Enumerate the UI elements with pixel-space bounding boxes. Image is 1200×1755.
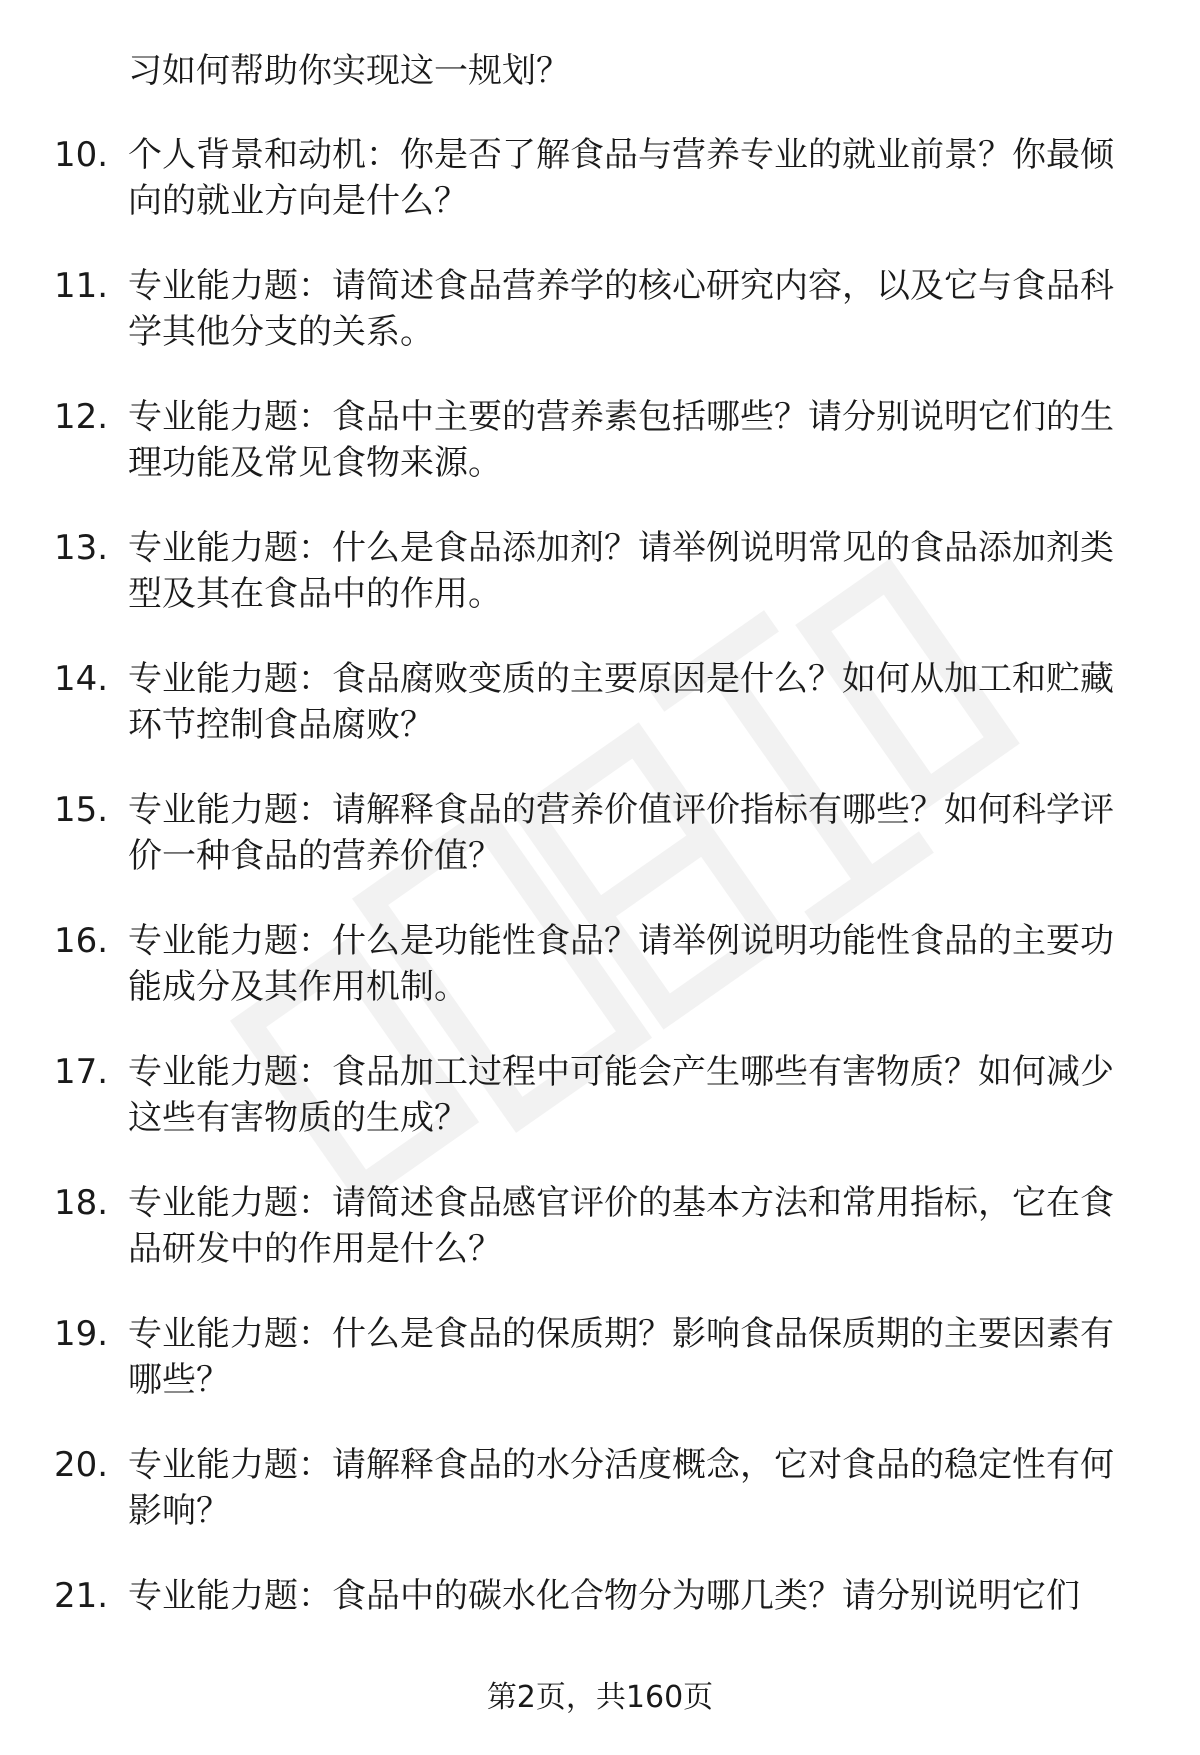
question-number: 20. xyxy=(54,1445,109,1485)
question-text: 专业能力题：请简述食品感官评价的基本方法和常用指标，它在食品研发中的作用是什么？ xyxy=(128,1183,1114,1269)
question-text: 专业能力题：什么是食品的保质期？影响食品保质期的主要因素有哪些？ xyxy=(128,1314,1114,1400)
question-number: 15. xyxy=(54,790,109,830)
question-text: 专业能力题：食品中主要的营养素包括哪些？请分别说明它们的生理功能及常见食物来源。 xyxy=(128,397,1114,483)
question-text: 专业能力题：请解释食品的营养价值评价指标有哪些？如何科学评价一种食品的营养价值？ xyxy=(128,790,1114,876)
page-footer xyxy=(0,1678,1200,1718)
list-item xyxy=(54,394,1138,486)
question-number: 19. xyxy=(54,1314,109,1354)
list-item xyxy=(54,1180,1138,1272)
list-item xyxy=(54,132,1138,224)
question-text: 专业能力题：什么是食品添加剂？请举例说明常见的食品添加剂类型及其在食品中的作用。 xyxy=(128,528,1114,614)
question-text: 专业能力题：什么是功能性食品？请举例说明功能性食品的主要功能成分及其作用机制。 xyxy=(128,921,1114,1007)
question-number: 14. xyxy=(54,659,109,699)
list-item xyxy=(54,1049,1138,1141)
list-item xyxy=(54,656,1138,748)
list-item xyxy=(54,787,1138,879)
question-number: 12. xyxy=(54,397,109,437)
question-text: 个人背景和动机：你是否了解食品与营养专业的就业前景？你最倾向的就业方向是什么？ xyxy=(128,135,1114,221)
question-number: 17. xyxy=(54,1052,109,1092)
question-text: 专业能力题：食品中的碳水化合物分为哪几类？请分别说明它们 xyxy=(128,1576,1080,1616)
list-item xyxy=(54,525,1138,617)
question-number: 16. xyxy=(54,921,109,961)
list-item xyxy=(54,918,1138,1010)
question-number: 10. xyxy=(54,135,109,175)
list-item xyxy=(54,263,1138,355)
question-number: 11. xyxy=(54,266,109,306)
content-area xyxy=(0,48,1200,1658)
question-list xyxy=(0,132,1200,1619)
question-text: 专业能力题：请解释食品的水分活度概念，它对食品的稳定性有何影响？ xyxy=(128,1445,1114,1531)
continuation-text: 习如何帮助你实现这一规划？ xyxy=(128,51,570,91)
list-item xyxy=(54,1311,1138,1403)
question-number: 18. xyxy=(54,1183,109,1223)
page-number-label: 第2页，共160页 xyxy=(486,1680,714,1715)
list-item xyxy=(54,1442,1138,1534)
question-text: 专业能力题：请简述食品营养学的核心研究内容，以及它与食品科学其他分支的关系。 xyxy=(128,266,1114,352)
question-text: 专业能力题：食品腐败变质的主要原因是什么？如何从加工和贮藏环节控制食品腐败？ xyxy=(128,659,1114,745)
question-number: 13. xyxy=(54,528,109,568)
list-item xyxy=(54,1573,1138,1619)
question-number: 21. xyxy=(54,1576,109,1616)
question-text: 专业能力题：食品加工过程中可能会产生哪些有害物质？如何减少这些有害物质的生成？ xyxy=(128,1052,1114,1138)
